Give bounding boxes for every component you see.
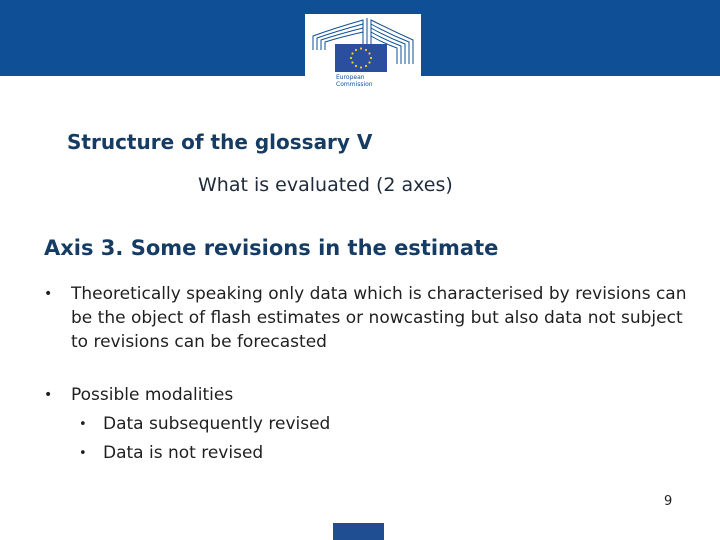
bullet-marker: •: [44, 387, 53, 403]
slide-subtitle: What is evaluated (2 axes): [198, 174, 453, 196]
footer-accent-block: [333, 523, 384, 540]
bullet-list: [44, 282, 694, 468]
sub-bullet-text: Data is not revised: [103, 443, 264, 463]
sub-bullet-text: Data subsequently revised: [103, 414, 331, 434]
bullet-text: Possible modalities: [71, 385, 234, 405]
sub-bullet-marker: •: [79, 417, 87, 432]
slide-title: Structure of the glossary V: [67, 130, 373, 154]
sub-bullet-item: [71, 439, 694, 468]
logo-caption: [336, 74, 373, 88]
bullet-item: [44, 383, 694, 468]
sub-bullet-marker: •: [79, 446, 87, 461]
commission-building-icon: [305, 14, 421, 102]
page-number: 9: [664, 494, 673, 509]
section-heading: Axis 3. Some revisions in the estimate: [44, 236, 499, 260]
bullet-item: [44, 282, 694, 354]
bullet-text: Theoretically speaking only data which is characterised by revisions can be the object of flash estimates or nowcasting but also data not subject to revisions can be forecasted: [71, 284, 687, 352]
bullet-marker: •: [44, 286, 53, 302]
sub-bullet-item: [71, 410, 694, 439]
logo-line-1: European: [336, 74, 365, 81]
sub-bullet-list: [71, 410, 694, 468]
logo-line-2: Commission: [336, 81, 373, 88]
european-commission-logo: [305, 14, 421, 102]
